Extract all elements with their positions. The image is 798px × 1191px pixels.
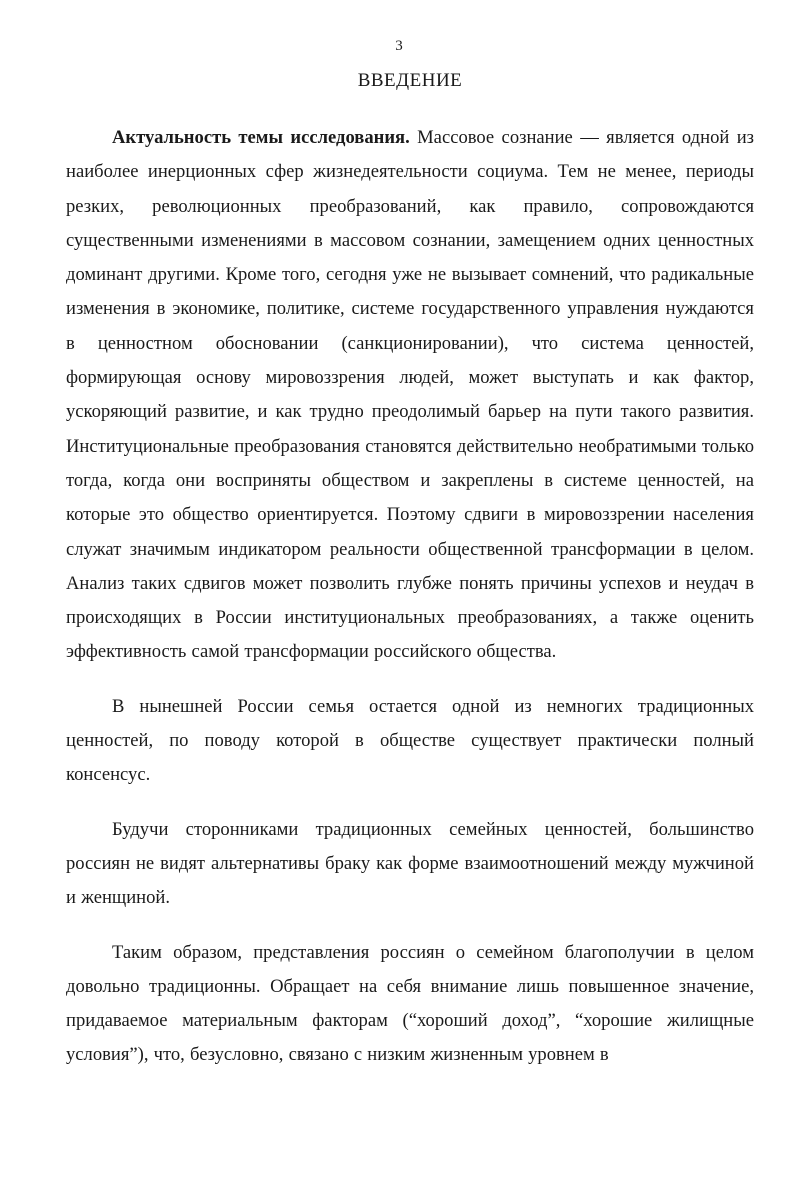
paragraph-family-value: В нынешней России семья остается одной из немногих традиционных ценностей, по поводу которой в обществе существует практически полный консенсус. bbox=[66, 695, 754, 786]
paragraph-marriage: Будучи сторонниками традиционных семейных ценностей, большинство россиян не видят альтернативы браку как форме взаимоотношений между мужчиной и женщиной. bbox=[66, 818, 754, 909]
paragraph-bold-lead: Актуальность темы исследования. bbox=[112, 127, 410, 148]
section-heading: ВВЕДЕНИЕ bbox=[357, 70, 463, 91]
paragraph-wellbeing: Таким образом, представления россиян о семейном благополучии в целом довольно традиционны. Обращает на себя внимание лишь повышенное значение, придаваемое материальным факторам (“хороший доход”, “хорошие жилищные условия”), что, безусловно, связано с низким жизненным уровнем в bbox=[66, 941, 754, 1066]
page-number: 3 bbox=[395, 38, 403, 54]
body-text bbox=[66, 121, 754, 1073]
paragraph-relevance bbox=[66, 121, 754, 670]
paragraph-text: Массовое сознание — является одной из наиболее инерционных сфер жизнедеятельности социума. Тем не менее, периоды резких, революционных преобразований, как правило, сопровождаются существенными изменениями в массовом сознании, замещением одних ценностных доминант другими. Кроме того, сегодня уже не вызывает сомнений, что радикальные изменения в экономике, политике, системе государственного управления нуждаются в ценностном обосновании (санкционировании), что система ценностей, формирующая основу мировоззрения людей, может выступать и как фактор, ускоряющий развитие, и как трудно преодолимый барьер на пути такого развития. Институциональные преобразования становятся действительно необратимыми только тогда, когда они восприняты обществом и закреплены в системе ценностей, на которые это общество ориентируется. Поэтому сдвиги в мировоззрении населения служат значимым индикатором реальности общественной трансформации в целом. Анализ таких сдвигов может позволить глубже понять причины успехов и неудач в происходящих в России институциональных преобразованиях, а также оценить эффективность самой трансформации российского общества. bbox=[66, 127, 755, 663]
